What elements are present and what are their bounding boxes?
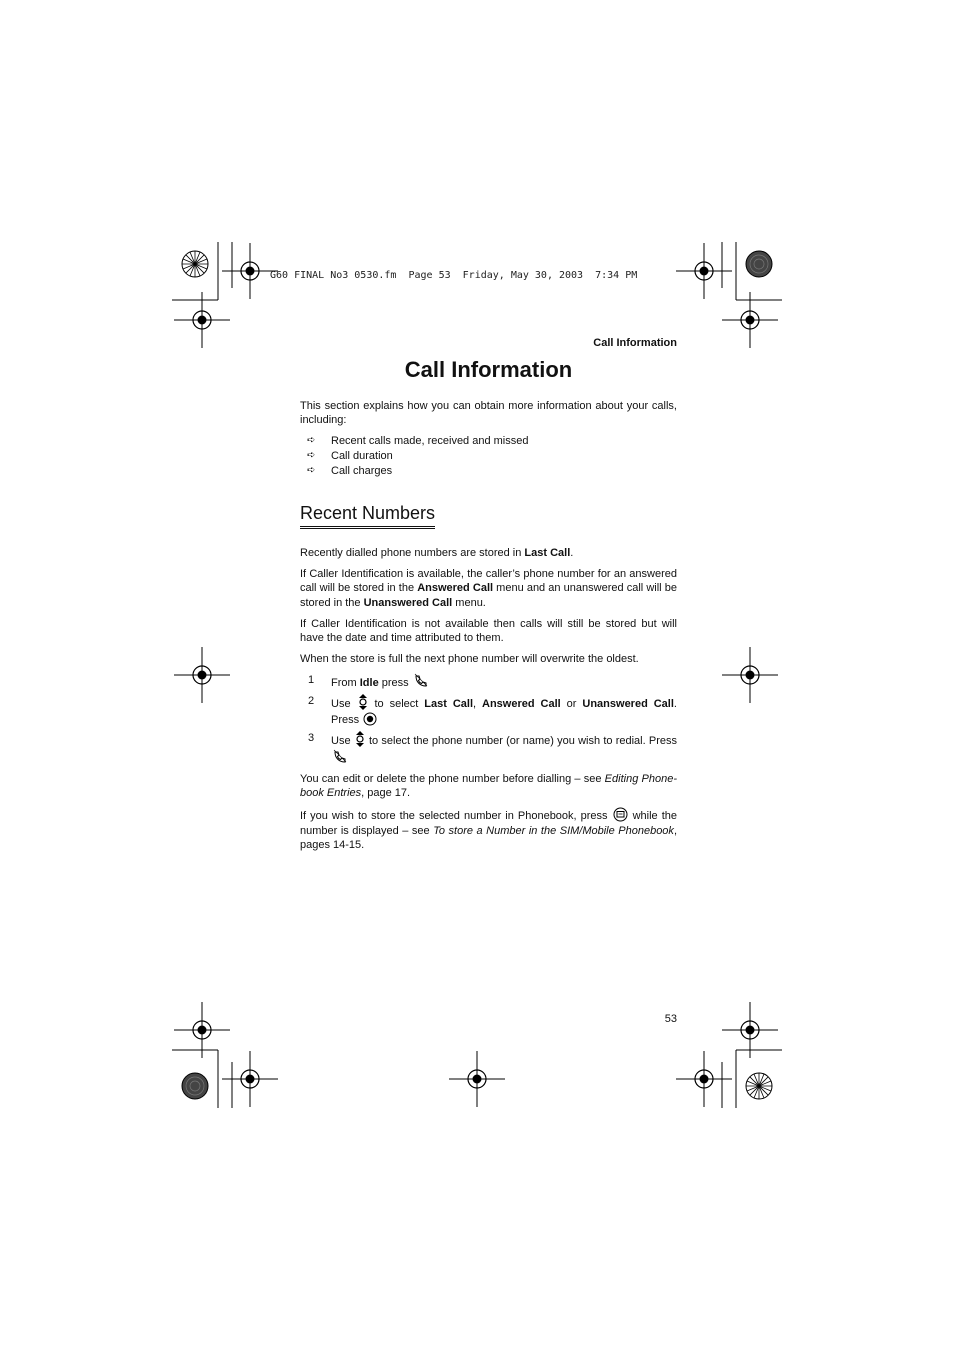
arrow-right-icon: ➪ [307,449,316,461]
paragraph: When the store is full the next phone number will overwrite the oldest. [300,653,639,666]
list-item: ➪ Call duration [307,449,393,462]
navigation-key-icon [355,731,365,747]
step-item: 2 Use to select Last Call, Answered Call or Unanswered Call. Press [308,695,677,726]
navigation-key-icon [358,694,368,710]
steps-list [300,673,677,766]
send-key-icon [332,749,348,765]
bullet-list [300,434,677,478]
print-slug: G60 FINAL No3 0530.fm Page 53 Friday, May 30, 2003 7:34 PM [270,270,638,281]
running-head: Call Information [593,337,677,349]
paragraph: Recently dialled phone numbers are stored in Last Call. [300,547,574,560]
arrow-right-icon: ➪ [307,435,316,447]
step-item: 3 Use to select the phone number (or name) you wish to redial. Press [300,731,677,766]
page-title: Call Information [404,357,573,382]
page-content [300,399,677,859]
send-key-icon [413,673,429,689]
paragraph: If Caller Identification is available, the caller’s phone number for an answered call will be stored in the Answered Call menu and an unanswered call will be stored in the Unanswered Call menu. [300,568,677,609]
list-item: ➪ Call charges [307,464,393,477]
intro-paragraph: This section explains how you can obtain more information about your calls, including: [300,400,677,427]
paragraph: If Caller Identification is not available then calls will still be stored but will have the date and time attributed to them. [300,617,677,645]
select-key-icon [363,712,377,726]
phonebook-key-icon [613,807,628,822]
arrow-right-icon: ➪ [307,464,316,476]
page-number: 53 [664,1013,677,1025]
list-item: ➪ Recent calls made, received and missed [307,435,529,448]
section-body [300,546,677,852]
paragraph: If you wish to store the selected number in Phonebook, press while the number is displayed – see To store a Number in the SIM/Mobile Phonebook, pages 14-15. [300,807,677,852]
paragraph: You can edit or delete the phone number before dialling – see Editing Phone-book Entries, page 17. [300,772,677,800]
section-title: Recent Numbers [300,502,435,529]
step-item: 1 From Idle press [300,673,677,690]
